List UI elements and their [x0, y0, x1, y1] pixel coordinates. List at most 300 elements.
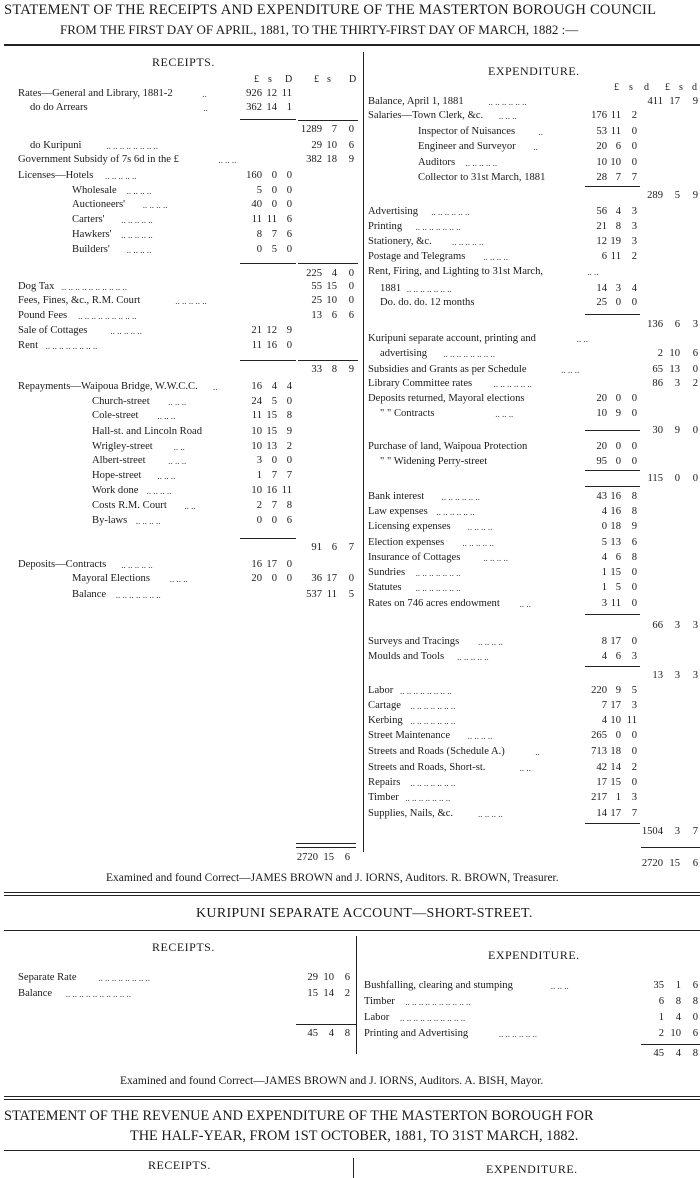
expenditure-sub-pence: 2	[631, 251, 637, 262]
kuripuni-expenditure-label: Bushfalling, clearing and stumping	[364, 980, 513, 991]
expenditure-sub-pence: 0	[631, 441, 637, 452]
receipt-label: do do Arrears	[30, 102, 88, 113]
expenditure-sub-shillings: 11	[610, 598, 621, 609]
expenditure-sub-pence: 3	[631, 700, 637, 711]
expenditure-sub-pence: 3	[631, 236, 637, 247]
expenditure-sub-pounds: 713	[591, 746, 607, 757]
kuripuni-receipts-total-rule	[296, 1024, 356, 1025]
expenditure-subtotal-rule	[585, 470, 640, 471]
expenditure-label: Cartage	[368, 700, 401, 711]
receipt-sub-pence: 9	[286, 426, 292, 437]
receipt-label: Rent	[18, 340, 39, 351]
receipt-label: Pound Fees	[18, 310, 68, 321]
kuripuni-receipt-leader: .. .. .. .. .. .. .. ..	[98, 973, 150, 983]
kuripuni-receipt-amount-shillings: 10	[323, 972, 334, 983]
expenditure-subtotal-rule	[585, 823, 640, 824]
expenditure-sub-pounds: 20	[596, 441, 607, 452]
receipt-sub-pence: 0	[286, 185, 292, 196]
receipt-total-pounds: 225	[306, 268, 322, 279]
receipt-label: Government Subsidy of 7s 6d in the £	[18, 154, 179, 165]
receipt-sub-pounds: 160	[246, 170, 262, 181]
receipt-sub-pounds: 11	[251, 340, 262, 351]
receipt-sub-pounds: 10	[251, 426, 262, 437]
receipt-sub-pence: 0	[286, 170, 292, 181]
expenditure-sub-pounds: 10	[596, 408, 607, 419]
receipt-sub-pounds: 926	[246, 88, 262, 99]
receipt-sub-shillings: 7	[271, 229, 277, 240]
halfyear-column-divider	[353, 1158, 354, 1178]
expenditure-label: Rent, Firing, and Lighting to 31st March,	[368, 266, 544, 277]
expenditure-label: Advertising	[368, 206, 419, 217]
receipt-label: Costs R.M. Court	[92, 500, 167, 511]
expenditure-sub-pence: 0	[631, 393, 637, 404]
expenditure-sub-pence: 0	[631, 297, 637, 308]
expenditure-sub-pounds: 56	[596, 206, 607, 217]
expenditure-label: Law expenses	[368, 506, 428, 517]
expenditure-sub-shillings: 6	[615, 141, 621, 152]
receipt-leader: .. .. ..	[157, 411, 176, 421]
expenditure-leader: .. .. .. .. .. ..	[436, 507, 475, 517]
kuripuni-expenditure-total-shillings: 4	[675, 1048, 681, 1059]
receipt-subtotal-rule	[240, 360, 296, 361]
expenditure-sub-pounds: 20	[596, 393, 607, 404]
expenditure-sub-pence: 3	[631, 221, 637, 232]
expenditure-sub-pence: 8	[631, 552, 637, 563]
expenditure-sub-shillings: 10	[610, 715, 621, 726]
receipt-sub-pence: 6	[286, 214, 292, 225]
receipt-leader: .. .. .. ..	[126, 245, 152, 255]
receipt-label: Rates—General and Library, 1881-2	[18, 88, 173, 99]
receipt-sub-shillings: 0	[271, 573, 277, 584]
expenditure-subtotal-rule	[585, 614, 640, 615]
expenditure-label: " " Contracts	[380, 408, 435, 419]
kuripuni-expenditure-amount-pounds: 6	[658, 996, 664, 1007]
lsd-head-left-4: s	[327, 74, 331, 85]
expenditure-leader: .. .. .. .. .. ..	[431, 207, 470, 217]
expenditure-sub-shillings: 10	[610, 157, 621, 168]
expenditure-sub-pounds: 10	[596, 157, 607, 168]
expenditure-sub-shillings: 11	[610, 251, 621, 262]
receipt-label: Licenses—Hotels	[18, 170, 94, 181]
receipt-label: Wholesale	[72, 185, 117, 196]
expenditure-sub-shillings: 9	[615, 685, 621, 696]
expenditure-header: EXPENDITURE.	[488, 64, 580, 78]
receipt-total-pence: 0	[348, 124, 354, 135]
lsd-head-left-5: D	[349, 74, 357, 85]
receipt-sub-pounds: 0	[256, 244, 262, 255]
receipt-label: Hawkers'	[72, 229, 112, 240]
kuripuni-expenditure-header: EXPENDITURE.	[488, 948, 580, 962]
expenditure-sub-pence: 0	[631, 636, 637, 647]
receipt-total-pounds: 537	[306, 589, 322, 600]
receipts-grand-total-shillings: 15	[323, 852, 334, 863]
receipt-sub-shillings: 16	[266, 485, 277, 496]
expenditure-sub-pounds: 3	[601, 598, 607, 609]
expenditure-leader: .. .. .. .. .. .. ..	[410, 716, 456, 726]
expenditure-total-pounds: 86	[652, 378, 663, 389]
receipt-sub-pence: 11	[281, 88, 292, 99]
receipts-total-rule-2	[296, 847, 356, 848]
expenditure-total-pence: 0	[692, 473, 698, 484]
expenditure-sub-pence: 0	[631, 126, 637, 137]
receipt-total-shillings: 11	[326, 589, 337, 600]
expenditure-sub-pence: 0	[631, 582, 637, 593]
kuripuni-receipt-amount-shillings: 14	[323, 988, 334, 999]
expenditure-leader: .. .. .. .. .. ..	[441, 492, 480, 502]
receipt-leader: .. .. .. ..	[146, 486, 172, 496]
expenditure-subtotal-rule	[585, 186, 640, 187]
receipt-leader: .. .. .. ..	[142, 200, 168, 210]
receipt-total-shillings: 8	[331, 364, 337, 375]
expenditure-total-pence: 2	[692, 378, 698, 389]
expenditure-sub-pounds: 4	[601, 552, 607, 563]
expenditure-leader: .. .. .. .. .. .. ..	[406, 284, 452, 294]
receipt-subtotal-rule	[298, 360, 358, 361]
receipt-leader: .. .. .. .. .. .. .. .. .. ..	[61, 282, 128, 292]
expenditure-leader: .. .. ..	[495, 409, 514, 419]
expenditure-label: Licensing expenses	[368, 521, 451, 532]
receipt-sub-pounds: 8	[256, 229, 262, 240]
expenditure-sub-pounds: 43	[596, 491, 607, 502]
expenditure-sub-pounds: 8	[601, 636, 607, 647]
expenditure-label: 1881	[380, 283, 402, 294]
receipt-leader: .. .. .. .. ..	[121, 215, 153, 225]
receipt-sub-pounds: 16	[251, 559, 262, 570]
expenditure-sub-pence: 3	[631, 792, 637, 803]
expenditure-leader: ..	[533, 142, 538, 152]
receipt-sub-pence: 2	[286, 441, 292, 452]
kuripuni-expenditure-leader: .. .. .. .. .. .. .. .. .. ..	[400, 1013, 466, 1023]
receipt-total-shillings: 4	[331, 268, 337, 279]
kuripuni-expenditure-amount-shillings: 10	[670, 1028, 681, 1039]
kuripuni-expenditure-total-rule	[641, 1044, 700, 1045]
expenditure-leader: .. .. .. ..	[483, 252, 508, 262]
kuripuni-rule	[4, 930, 700, 931]
receipt-subtotal-rule	[240, 263, 296, 264]
expenditure-sub-pence: 7	[631, 172, 637, 183]
expenditure-total-pounds: 411	[647, 96, 663, 107]
receipt-subtotal-rule	[240, 119, 296, 120]
receipt-label: Cole-street	[92, 410, 139, 421]
receipt-sub-pence: 0	[286, 455, 292, 466]
expenditure-sub-pounds: 21	[596, 221, 607, 232]
receipt-sub-pence: 0	[286, 396, 292, 407]
receipt-leader: .. .. .. .. ..	[105, 171, 137, 181]
lsd-head-right-3: £	[665, 82, 670, 93]
expenditure-total-shillings: 3	[674, 620, 680, 631]
receipt-total-pounds: 13	[311, 310, 322, 321]
receipt-label: By-laws	[92, 515, 128, 526]
kuripuni-receipts-total-pence: 8	[344, 1028, 350, 1039]
expenditure-label: Election expenses	[368, 537, 445, 548]
receipt-label: Deposits—Contracts	[18, 559, 107, 570]
receipt-label: Fees, Fines, &c., R.M. Court	[18, 295, 141, 306]
kuripuni-expenditure-label: Printing and Advertising	[364, 1028, 469, 1039]
expenditure-label: Printing	[368, 221, 403, 232]
expenditure-label: Insurance of Cottages	[368, 552, 461, 563]
expenditure-leader: .. .. .. .. .. .. ..	[410, 778, 456, 788]
expenditure-label: Postage and Telegrams	[368, 251, 466, 262]
expenditure-sub-shillings: 8	[615, 221, 621, 232]
receipt-label: Sale of Cottages	[18, 325, 88, 336]
expenditure-label: Rates on 746 acres endowment	[368, 598, 500, 609]
receipt-total-pounds: 36	[311, 573, 322, 584]
expenditure-sub-pence: 6	[631, 537, 637, 548]
expenditure-label: Library Committee rates	[368, 378, 473, 389]
receipt-leader: .. .. .. ..	[135, 516, 161, 526]
expenditure-sub-pence: 0	[631, 157, 637, 168]
expenditure-leader: .. .. .. .. .. .. ..	[415, 222, 461, 232]
expenditure-total-pounds: 65	[652, 364, 663, 375]
receipt-sub-shillings: 15	[266, 410, 277, 421]
receipt-leader: .. .. ..	[218, 155, 237, 165]
receipt-leader: .. ..	[184, 501, 196, 511]
expenditure-leader: .. ..	[519, 763, 531, 773]
receipt-sub-pounds: 16	[251, 381, 262, 392]
receipt-subtotal-rule	[240, 538, 296, 539]
receipt-leader: ..	[213, 382, 218, 392]
expenditure-total-pence: 3	[692, 670, 698, 681]
receipt-sub-pounds: 362	[246, 102, 262, 113]
receipt-total-pence: 0	[348, 295, 354, 306]
expenditure-sub-shillings: 6	[615, 552, 621, 563]
expenditure-sub-shillings: 5	[615, 582, 621, 593]
lsd-head-left-0: £	[254, 74, 259, 85]
kuripuni-expenditure-leader: .. .. .. .. .. ..	[498, 1029, 538, 1039]
expenditure-label: Moulds and Tools	[368, 651, 445, 662]
expenditure-sub-shillings: 7	[615, 172, 621, 183]
expenditure-sub-pence: 9	[631, 521, 637, 532]
halfyear-rule	[4, 1150, 700, 1151]
expenditure-label: Streets and Roads, Short-st.	[368, 762, 486, 773]
expenditure-sub-pence: 0	[631, 456, 637, 467]
receipt-sub-pounds: 24	[251, 396, 262, 407]
expenditure-sub-pounds: 28	[596, 172, 607, 183]
receipt-leader: .. .. .. .. .. .. .. ..	[106, 141, 158, 151]
receipt-total-pence: 6	[348, 140, 354, 151]
expenditure-label: " " Widening Perry-street	[380, 456, 488, 467]
expenditure-sub-shillings: 16	[610, 491, 621, 502]
expenditure-sub-pence: 0	[631, 141, 637, 152]
expenditure-sub-shillings: 6	[615, 651, 621, 662]
expenditure-label: Stationery, &c.	[368, 236, 432, 247]
receipt-leader: .. .. ..	[169, 574, 188, 584]
receipt-leader: .. .. .. .. ..	[175, 296, 207, 306]
expenditure-total-pounds: 1504	[641, 826, 663, 837]
kuripuni-expenditure-total-pounds: 45	[653, 1048, 664, 1059]
receipt-total-pence: 0	[348, 268, 354, 279]
expenditure-sub-shillings: 14	[610, 762, 621, 773]
expenditure-leader: ..	[538, 127, 543, 137]
receipt-total-pounds: 29	[311, 140, 322, 151]
receipt-sub-shillings: 15	[266, 426, 277, 437]
receipt-label: Work done	[92, 485, 139, 496]
kuripuni-expenditure-leader: .. .. .. .. .. .. .. .. .. ..	[405, 997, 471, 1007]
expenditure-leader: .. ..	[519, 599, 531, 609]
receipt-leader: .. .. .. ..	[126, 186, 152, 196]
receipt-sub-pence: 6	[286, 515, 292, 526]
receipt-label: Dog Tax	[18, 281, 55, 292]
expenditure-leader: .. .. .. ..	[467, 731, 493, 741]
receipt-total-shillings: 17	[326, 573, 337, 584]
receipt-total-shillings: 6	[331, 310, 337, 321]
expenditure-sub-shillings: 16	[610, 506, 621, 517]
expenditure-sub-shillings: 18	[610, 746, 621, 757]
receipt-leader: .. .. .. .. .. .. .. .. ..	[78, 311, 137, 321]
statement-subtitle: FROM THE FIRST DAY OF APRIL, 1881, TO THE THIRTY-FIRST DAY OF MARCH, 1882 :—	[60, 22, 579, 37]
receipt-label: Carters'	[72, 214, 105, 225]
expenditure-label: Inspector of Nuisances	[418, 126, 516, 137]
expenditure-label: Engineer and Surveyor	[418, 141, 516, 152]
expenditure-total-shillings: 13	[669, 364, 680, 375]
receipt-leader: .. .. ..	[168, 456, 187, 466]
receipt-subtotal-rule	[298, 120, 358, 121]
expenditure-sub-pounds: 4	[601, 506, 607, 517]
expenditure-total-pence: 0	[692, 364, 698, 375]
receipt-sub-shillings: 0	[271, 170, 277, 181]
expenditure-label: Bank interest	[368, 491, 425, 502]
receipt-sub-pounds: 3	[256, 455, 262, 466]
expenditure-total-pounds: 115	[647, 473, 663, 484]
expenditure-total-pounds: 289	[647, 190, 663, 201]
receipt-label: Church-street	[92, 396, 150, 407]
expenditure-leader: .. .. ..	[498, 111, 517, 121]
receipts-grand-total-pence: 6	[344, 852, 350, 863]
expenditure-leader: .. .. .. .. .. .. ..	[415, 568, 461, 578]
expenditure-leader: .. .. .. ..	[483, 553, 508, 563]
expenditure-leader: .. .. .. .. .. .. .. ..	[400, 686, 452, 696]
expenditure-label: Kuripuni separate account, printing and	[368, 333, 536, 344]
receipt-total-pence: 0	[348, 281, 354, 292]
expenditure-total-pounds: 30	[652, 425, 663, 436]
expenditure-sub-shillings: 18	[610, 521, 621, 532]
expenditure-label: Surveys and Tracings	[368, 636, 460, 647]
expenditure-total-pounds: 136	[647, 319, 663, 330]
expenditure-total-shillings: 3	[674, 670, 680, 681]
section-rule-2	[4, 1096, 700, 1097]
receipt-label: Auctioneers'	[72, 199, 126, 210]
expenditure-total-shillings: 0	[674, 473, 680, 484]
expenditure-sub-shillings: 17	[610, 700, 621, 711]
expenditure-sub-pounds: 5	[601, 537, 607, 548]
receipt-sub-pence: 11	[281, 485, 292, 496]
receipt-sub-pence: 0	[286, 340, 292, 351]
halfyear-expenditure-header: EXPENDITURE.	[486, 1162, 578, 1176]
kuripuni-receipt-amount-pounds: 15	[307, 988, 318, 999]
receipt-label: Balance	[72, 589, 107, 600]
lsd-head-right-4: s	[679, 82, 683, 93]
expenditure-sub-shillings: 0	[615, 297, 621, 308]
kuripuni-receipt-amount-pounds: 29	[307, 972, 318, 983]
expenditure-sub-pounds: 220	[591, 685, 607, 696]
receipt-sub-pence: 9	[286, 325, 292, 336]
column-divider	[363, 52, 364, 852]
receipt-sub-shillings: 0	[271, 455, 277, 466]
expenditure-sub-pounds: 0	[601, 521, 607, 532]
section-rule-2b	[4, 1099, 700, 1100]
receipt-sub-pounds: 10	[251, 441, 262, 452]
receipt-sub-shillings: 5	[271, 244, 277, 255]
expenditure-total-shillings: 3	[674, 826, 680, 837]
expenditure-sub-pounds: 176	[591, 110, 607, 121]
kuripuni-expenditure-amount-shillings: 4	[675, 1012, 681, 1023]
receipt-total-pence: 0	[348, 573, 354, 584]
receipt-sub-shillings: 11	[266, 214, 277, 225]
receipt-leader: .. ..	[173, 442, 185, 452]
lsd-head-right-2: d	[644, 82, 649, 93]
expenditure-sub-shillings: 0	[615, 441, 621, 452]
expenditure-sub-pounds: 14	[596, 283, 607, 294]
expenditure-label: Statutes	[368, 582, 402, 593]
receipt-sub-shillings: 17	[266, 559, 277, 570]
receipt-sub-shillings: 4	[271, 381, 277, 392]
header-rule	[4, 44, 700, 46]
expenditure-sub-shillings: 0	[615, 730, 621, 741]
receipt-sub-pence: 4	[286, 381, 292, 392]
receipt-sub-pence: 0	[286, 244, 292, 255]
expenditure-sub-pence: 8	[631, 506, 637, 517]
expenditure-sub-pence: 7	[631, 808, 637, 819]
receipt-total-pence: 5	[348, 589, 354, 600]
expenditure-grand-total-pence: 6	[692, 858, 698, 869]
receipt-sub-shillings: 7	[271, 470, 277, 481]
expenditure-label: Subsidies and Grants as per Schedule	[368, 364, 527, 375]
expenditure-label: Labor	[368, 685, 394, 696]
expenditure-sub-shillings: 4	[615, 206, 621, 217]
expenditure-sub-shillings: 11	[610, 110, 621, 121]
receipt-sub-pence: 0	[286, 559, 292, 570]
statement-title: STATEMENT OF THE RECEIPTS AND EXPENDITURE OF THE MASTERTON BOROUGH COUNCIL	[4, 2, 657, 18]
receipt-label: Repayments—Waipoua Bridge, W.W.C.C.	[18, 381, 198, 392]
kuripuni-expenditure-total-pence: 8	[692, 1048, 698, 1059]
expenditure-total-rule	[641, 847, 700, 848]
receipt-total-pounds: 1289	[300, 124, 322, 135]
expenditure-leader: .. .. .. .. .. .. ..	[410, 701, 456, 711]
kuripuni-receipt-amount-pence: 2	[344, 988, 350, 999]
receipt-total-shillings: 10	[326, 140, 337, 151]
receipt-sub-shillings: 16	[266, 340, 277, 351]
expenditure-label: Auditors	[418, 157, 456, 168]
receipts-header: RECEIPTS.	[152, 55, 215, 69]
expenditure-sub-pounds: 217	[591, 792, 607, 803]
receipt-sub-shillings: 12	[266, 325, 277, 336]
expenditure-label: Supplies, Nails, &c.	[368, 808, 454, 819]
expenditure-sub-pounds: 4	[601, 651, 607, 662]
kuripuni-receipt-leader: .. .. .. .. .. .. .. .. .. ..	[65, 989, 132, 999]
receipt-total-shillings: 18	[326, 154, 337, 165]
expenditure-total-pence: 9	[692, 96, 698, 107]
expenditure-sub-pence: 0	[631, 408, 637, 419]
expenditure-sub-pounds: 20	[596, 141, 607, 152]
kuripuni-expenditure-amount-pounds: 1	[658, 1012, 664, 1023]
expenditure-leader: .. .. .. .. ..	[465, 158, 498, 168]
receipt-total-pounds: 55	[311, 281, 322, 292]
lsd-head-left-1: s	[268, 74, 272, 85]
expenditure-leader: .. .. .. .. .. ..	[488, 97, 527, 107]
expenditure-leader: .. ..	[576, 334, 589, 344]
receipt-sub-pence: 1	[286, 102, 292, 113]
lsd-head-right-0: £	[614, 82, 619, 93]
expenditure-sub-pence: 0	[631, 598, 637, 609]
receipt-label: Hall-st. and Lincoln Road	[92, 426, 203, 437]
halfyear-receipts-header: RECEIPTS.	[148, 1158, 211, 1172]
receipt-sub-shillings: 14	[266, 102, 277, 113]
kuripuni-receipt-label: Balance	[18, 988, 53, 999]
expenditure-sub-shillings: 15	[610, 567, 621, 578]
kuripuni-receipts-header: RECEIPTS.	[152, 940, 215, 954]
receipt-sub-pounds: 40	[251, 199, 262, 210]
receipt-leader: .. .. ..	[168, 397, 187, 407]
